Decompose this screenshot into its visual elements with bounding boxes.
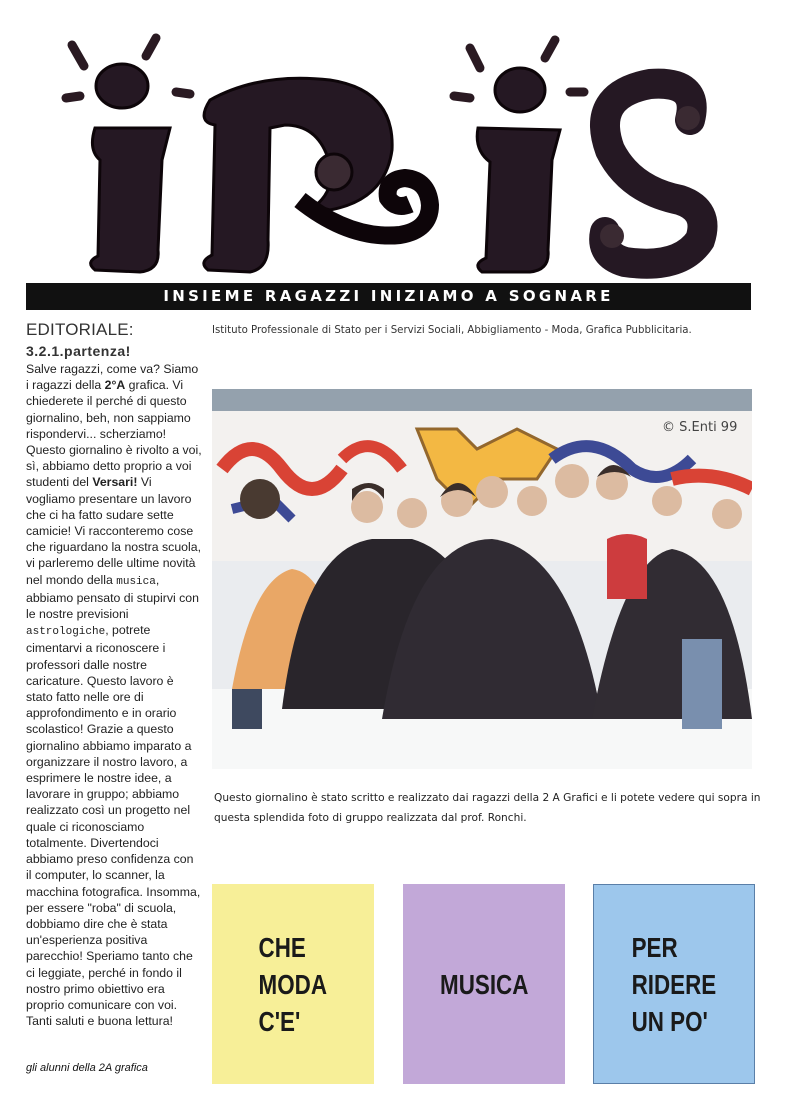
section-moda-button[interactable]: [212, 884, 374, 1084]
editorial-signature: gli alunni della 2A grafica: [26, 1062, 148, 1074]
editorial-music-word: musica: [116, 575, 156, 588]
logo-letter-i-2: [477, 68, 560, 272]
section-moda-line: MODA: [258, 968, 328, 1000]
section-musica-line: MUSICA: [439, 968, 529, 1000]
editorial-run: , potrete cimentarvi a riconoscere i professori dalle nostre caricature. Questo lavoro è stato fatto nelle ore di approfondimento e in orario scolastico! Grazie a questo giornalino abbiamo imparato a organizzare il nostro lavoro, a esprimere le nostre idee, a lavorare in gruppo; abbiamo realizzato così un progetto nel quale ci riconosciamo totalmente. Divertendoci abbiamo preso confidenza con il computer, lo scanner, la macchina fotografica. Insomma, per essere "roba" di scuola, dobbiamo dire che è stata un'esperienza positiva parecchio! Speriamo tanto che ci leggiate, perché in fondo il nostro primo obiettivo era proprio comunicare con voi.: [26, 623, 201, 1012]
editorial-text: [26, 361, 202, 1029]
editorial-closing: Tanti saluti e buona lettura!: [26, 1014, 173, 1029]
editorial-run: Vi vogliamo presentare un lavoro che ci ha fatto sudare sette camicie! Vi racconteremo cose che riguardano la nostra scuola, vi parleremo delle ultime novità nel mondo della: [26, 475, 201, 587]
editorial-school-bold: Versari!: [92, 475, 138, 490]
photo-caption: Questo giornalino è stato scritto e realizzato dai ragazzi della 2 A Grafici e li potete vedere qui sopra in questa splendida foto di gruppo realizzata dal prof. Ronchi.: [214, 792, 761, 824]
logo-letter-r: [204, 78, 430, 272]
graffiti-signature: © S.Enti 99: [662, 420, 738, 435]
editorial-column: [26, 318, 202, 1029]
school-line: Istituto Professionale di Stato per i Servizi Sociali, Abbigliamento - Moda, Grafica Pubblicitaria.: [212, 325, 692, 336]
section-ridere-line: PER: [631, 931, 678, 963]
editorial-run: grafica. Vi chiederete il perché di questo giornalino, beh, non sappiamo rispondervi... scherziamo! Questo giornalino è rivolto a voi, sì, abbiamo detto proprio a voi studenti del: [26, 378, 202, 490]
editorial-run: , abbiamo pensato di stupirvi con le nostre previsioni: [26, 572, 199, 622]
section-moda-line: C'E': [258, 1005, 301, 1037]
tagline-text: INSIEME RAGAZZI INIZIAMO A SOGNARE: [163, 287, 614, 305]
iris-logo: [0, 0, 788, 285]
editorial-body: [26, 361, 202, 1029]
section-moda-label: [259, 929, 327, 1040]
logo-letter-i-1: [91, 64, 170, 272]
editorial-heading: EDITORIALE:: [26, 320, 134, 339]
section-ridere-label: [632, 929, 717, 1040]
editorial-subtitle: 3.2.1.partenza!: [26, 343, 131, 359]
section-musica-button[interactable]: [403, 884, 565, 1084]
editorial-astro-word: astrologiche: [26, 626, 106, 639]
section-musica-label: [440, 966, 528, 1003]
group-photo: [212, 389, 752, 769]
editorial-run: Salve ragazzi, come va? Siamo i ragazzi della: [26, 362, 199, 393]
tagline-bar: [26, 283, 751, 310]
section-ridere-line: UN PO': [631, 1005, 708, 1037]
section-ridere-line: RIDERE: [631, 968, 717, 1000]
editorial-class-bold: 2°A: [104, 378, 126, 393]
section-moda-line: CHE: [258, 931, 307, 963]
section-ridere-button[interactable]: [593, 884, 755, 1084]
